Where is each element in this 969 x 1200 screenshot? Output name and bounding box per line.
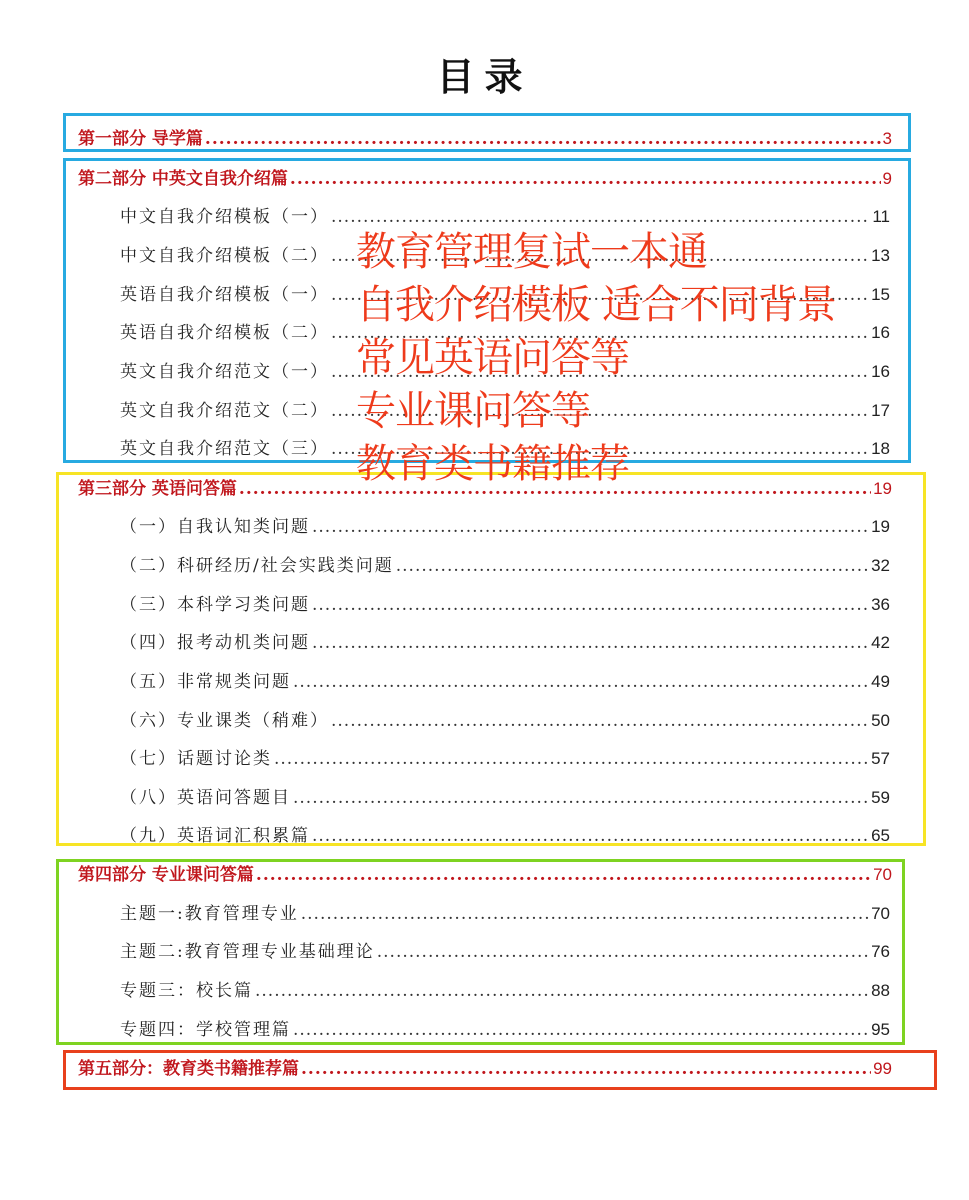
toc-page-number: 11 xyxy=(872,207,890,226)
leader-dots xyxy=(396,556,869,576)
toc-item[interactable] xyxy=(120,667,890,693)
toc-item[interactable] xyxy=(120,976,890,1002)
toc-item[interactable] xyxy=(120,744,890,770)
page-title: 目录 xyxy=(436,54,533,99)
toc-page-number: 99 xyxy=(873,1059,892,1078)
toc-part-label: 第二部分 中英文自我介绍篇 xyxy=(78,169,288,189)
toc-item[interactable] xyxy=(120,899,890,925)
toc-item[interactable] xyxy=(120,706,890,732)
promo-line: 自我介绍模板 适合不同背景 xyxy=(356,282,836,328)
toc-part-5[interactable] xyxy=(78,1054,892,1080)
toc-page-number: 59 xyxy=(871,788,890,807)
toc-item-label: （八）英语问答题目 xyxy=(120,788,291,808)
toc-item-label: （三）本科学习类问题 xyxy=(120,595,310,615)
toc-item[interactable] xyxy=(120,783,890,809)
leader-dots xyxy=(301,904,869,924)
toc-page-number: 95 xyxy=(871,1020,890,1039)
leader-dots xyxy=(331,207,870,227)
promo-line: 常见英语问答等 xyxy=(356,335,629,381)
toc-page-number: 9 xyxy=(882,169,892,188)
toc-page-number: 15 xyxy=(871,285,890,304)
toc-page-number: 42 xyxy=(871,633,890,652)
toc-item-label: 专题三：校长篇 xyxy=(120,981,253,1001)
toc-page-number: 49 xyxy=(871,672,890,691)
toc-item[interactable] xyxy=(120,821,890,847)
toc-item[interactable] xyxy=(120,551,890,577)
leader-dots xyxy=(293,788,869,808)
toc-item-label: （七）话题讨论类 xyxy=(120,749,272,769)
toc-part-label: 第五部分：教育类书籍推荐篇 xyxy=(78,1059,299,1079)
toc-item-label: 英文自我介绍范文（一） xyxy=(120,362,329,382)
promo-overlay-text xyxy=(356,226,836,491)
toc-part-label: 第三部分 英语问答篇 xyxy=(78,479,237,499)
toc-item-label: （一）自我认知类问题 xyxy=(120,517,310,537)
toc-page-number: 50 xyxy=(871,711,890,730)
leader-dots xyxy=(301,1059,871,1079)
toc-item[interactable] xyxy=(120,937,890,963)
toc-page-number: 65 xyxy=(871,826,890,845)
toc-page-number: 19 xyxy=(871,517,890,536)
toc-page-number: 19 xyxy=(873,479,892,498)
toc-part-label: 第四部分 专业课问答篇 xyxy=(78,865,254,885)
promo-line: 教育管理复试一本通 xyxy=(356,229,707,275)
toc-item-label: （五）非常规类问题 xyxy=(120,672,291,692)
toc-page-number: 13 xyxy=(871,246,890,265)
toc-item[interactable] xyxy=(120,1015,890,1041)
leader-dots xyxy=(377,942,869,962)
leader-dots xyxy=(255,981,869,1001)
leader-dots xyxy=(274,749,869,769)
toc-page-number: 16 xyxy=(871,362,890,381)
leader-dots xyxy=(312,517,869,537)
toc-part-label: 第一部分 导学篇 xyxy=(78,129,203,149)
toc-item-label: 英语自我介绍模板（二） xyxy=(120,323,329,343)
toc-page-number: 70 xyxy=(871,904,890,923)
toc-page-number: 3 xyxy=(882,129,892,148)
toc-item-label: （九）英语词汇积累篇 xyxy=(120,826,310,846)
toc-item-label: （四）报考动机类问题 xyxy=(120,633,310,653)
toc-page-number: 76 xyxy=(871,942,890,961)
leader-dots xyxy=(293,672,869,692)
toc-part-1[interactable] xyxy=(78,124,892,150)
leader-dots xyxy=(205,129,881,149)
toc-item[interactable] xyxy=(120,512,890,538)
leader-dots xyxy=(312,633,869,653)
toc-page-number: 36 xyxy=(871,595,890,614)
toc-page-number: 18 xyxy=(871,439,890,458)
leader-dots xyxy=(312,826,869,846)
toc-item-label: （六）专业课类（稍难） xyxy=(120,711,329,731)
toc-item-label: 主题二:教育管理专业基础理论 xyxy=(120,942,375,962)
leader-dots xyxy=(331,711,869,731)
toc-item-label: （二）科研经历/社会实践类问题 xyxy=(120,556,394,576)
toc-part-2[interactable] xyxy=(78,164,892,190)
leader-dots xyxy=(256,865,871,885)
toc-page-number: 17 xyxy=(871,401,890,420)
toc-page-number: 32 xyxy=(871,556,890,575)
toc-item[interactable] xyxy=(120,590,890,616)
toc-item-label: 主题一:教育管理专业 xyxy=(120,904,299,924)
leader-dots xyxy=(293,1020,869,1040)
toc-item-label: 英文自我介绍范文（二） xyxy=(120,401,329,421)
toc-part-4[interactable] xyxy=(78,860,892,886)
toc-item-label: 中文自我介绍模板（一） xyxy=(120,207,329,227)
toc-item-label: 英语自我介绍模板（一） xyxy=(120,285,329,305)
toc-item[interactable] xyxy=(120,202,890,228)
toc-item-label: 中文自我介绍模板（二） xyxy=(120,246,329,266)
toc-item-label: 英文自我介绍范文（三） xyxy=(120,439,329,459)
promo-line: 教育类书籍推荐 xyxy=(356,441,629,487)
toc-item-label: 专题四：学校管理篇 xyxy=(120,1020,291,1040)
toc-page-number: 88 xyxy=(871,981,890,1000)
toc-item[interactable] xyxy=(120,628,890,654)
leader-dots xyxy=(312,595,869,615)
promo-line: 专业课问答等 xyxy=(356,388,590,434)
toc-page-number: 70 xyxy=(873,865,892,884)
toc-page-number: 16 xyxy=(871,323,890,342)
toc-page-number: 57 xyxy=(871,749,890,768)
leader-dots xyxy=(290,169,881,189)
